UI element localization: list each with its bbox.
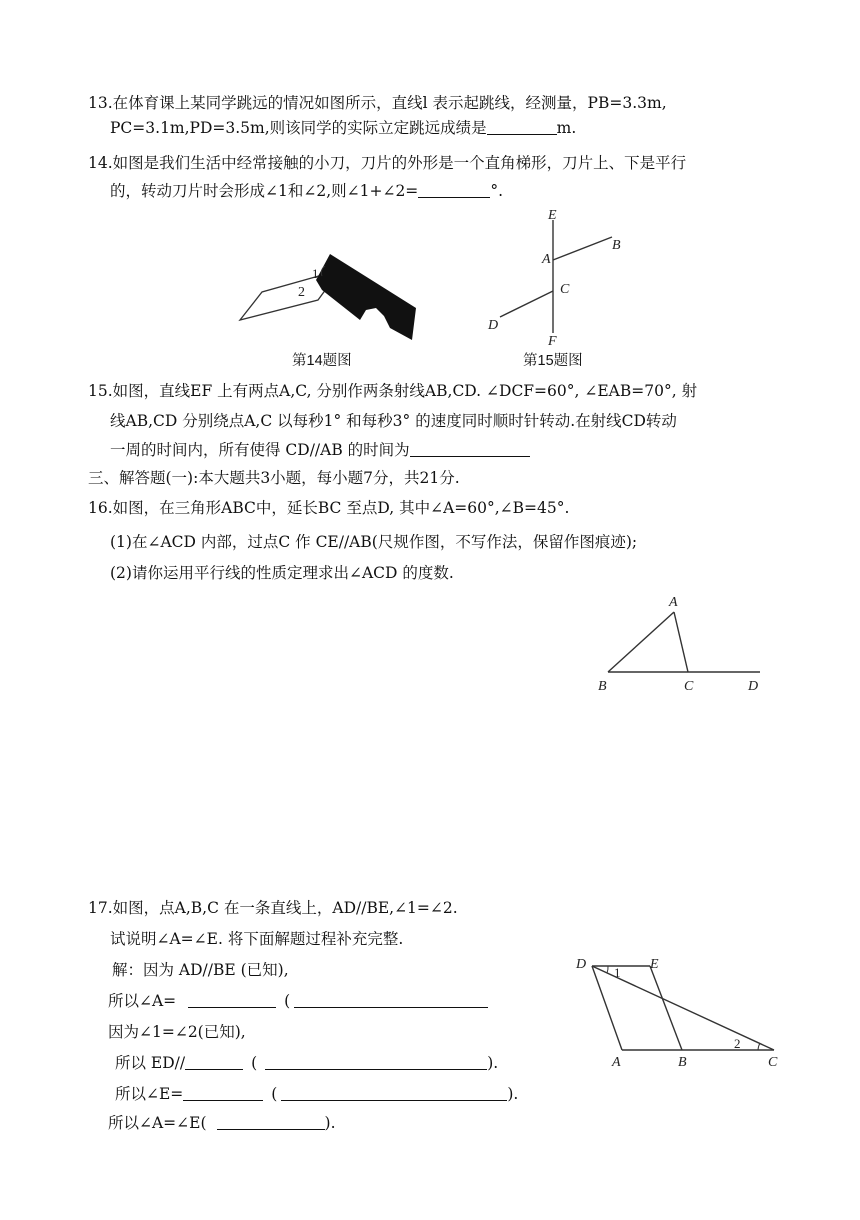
q16-line2: (1)在∠ACD 内部，过点C 作 CE//AB(尺规作图，不写作法，保留作图痕迹); [110,533,638,551]
q17-step3-text: 所以∠E= [115,1085,184,1103]
section3-heading: 三、解答题(一):本大题共3小题，每小题7分，共21分. [88,469,460,487]
q17-step3-reason-blank[interactable] [281,1084,507,1101]
fig14-caption: 第14题图 [292,353,352,369]
angle-arc-1 [607,966,608,973]
figure-17-diagram [570,950,790,1075]
side-AB [608,612,674,672]
q17-line2: 试说明∠A=∠E. 将下面解题过程补充完整. [110,930,404,948]
q13-answer-blank[interactable] [487,118,557,135]
q13-line2 [110,117,576,139]
fig17-label-2: 2 [734,1036,741,1051]
fig15-caption: 第15题图 [523,353,583,369]
q16-line1: 16.如图，在三角形ABC中，延长BC 至点D, 其中∠A=60°,∠B=45°. [88,499,570,517]
q17-step3-paren-close: ). [507,1085,519,1103]
q17-step4-paren-close: ). [324,1114,336,1132]
fig15-label-E: E [548,208,557,223]
fig16-label-D: D [748,679,759,694]
ray-CD [500,291,553,317]
q13-unit: m. [556,119,577,137]
q14-text: 的，转动刀片时会形成∠1和∠2,则∠1+∠2= [110,182,419,200]
q17-step2-paren-close: ). [487,1054,499,1072]
q17-step2-text: 所以 ED// [115,1054,186,1072]
q17-line1: 17.如图，点A,B,C 在一条直线上，AD//BE,∠1=∠2. [88,899,458,917]
fig14-label-2: 2 [298,285,305,300]
ray-AB [553,237,612,260]
fig16-label-A: A [669,595,678,610]
angle-arc-2 [758,1043,760,1050]
q15-text: 一周的时间内，所有使得 CD//AB 的时间为 [110,441,410,459]
fig14-label-1: 1 [312,266,319,281]
q17-step2-blank[interactable] [185,1053,243,1070]
q17-step4-reason-blank[interactable] [217,1113,325,1130]
fig15-label-C: C [560,282,570,297]
q14-line1: 14.如图是我们生活中经常接触的小刀，刀片的外形是一个直角梯形，刀片上、下是平行 [88,154,687,172]
q17-step2-reason-blank[interactable] [265,1053,487,1070]
q15-answer-blank[interactable] [410,440,530,457]
fig17-label-C: C [768,1055,778,1070]
q17-line8 [108,1112,336,1134]
figure-15-lines [480,205,640,350]
q15-line2: 线AB,CD 分别绕点A,C 以每秒1° 和每秒3° 的速度同时顺时针转动.在射线CD转动 [110,412,677,430]
q17-step1-text: 所以∠A= [108,992,177,1010]
q17-step4-text: 所以∠A=∠E( [108,1114,207,1132]
q17-line7 [115,1083,518,1105]
q17-step3-blank[interactable] [183,1084,263,1101]
fig16-label-B: B [598,679,607,694]
fig15-label-A: A [542,252,551,267]
fig17-label-D: D [576,957,587,972]
q17-line4 [108,990,488,1012]
q17-step1-reason-blank[interactable] [294,991,488,1008]
q17-step1-blank[interactable] [188,991,276,1008]
q15-line3 [110,439,530,461]
q13-line1: 13.在体育课上某同学跳远的情况如图所示，直线l 表示起跳线，经测量，PB=3.3m, [88,94,667,112]
q17-step1-paren: ( [284,992,291,1010]
fig17-label-1: 1 [614,965,621,980]
fig15-label-F: F [548,334,557,349]
q17-step3-paren-open: ( [271,1085,278,1103]
fig16-label-C: C [684,679,694,694]
knife-blade [316,254,416,340]
q14-answer-blank[interactable] [418,181,490,198]
figure-14-knife [230,240,430,345]
fig17-label-E: E [650,957,659,972]
q17-line3: 解：因为 AD//BE (已知), [112,961,289,979]
q15-line1: 15.如图，直线EF 上有两点A,C, 分别作两条射线AB,CD. ∠DCF=60°, ∠EAB=70°, 射 [88,382,698,400]
fig17-label-A: A [612,1055,621,1070]
q17-step2-paren-open: ( [251,1054,258,1072]
fig15-label-B: B [612,238,621,253]
q14-line2 [110,180,503,202]
q17-line6 [115,1052,498,1074]
q16-line3: (2)请你运用平行线的性质定理求出∠ACD 的度数. [110,564,454,582]
q17-line5: 因为∠1=∠2(已知), [108,1023,246,1041]
fig15-label-D: D [488,318,499,333]
figure-16-triangle [590,588,770,698]
q13-text: PC=3.1m,PD=3.5m,则该同学的实际立定跳远成绩是 [110,119,487,137]
fig17-label-B: B [678,1055,687,1070]
q14-unit: °. [490,182,503,200]
side-AC [674,612,688,672]
segment-EB [650,966,682,1050]
